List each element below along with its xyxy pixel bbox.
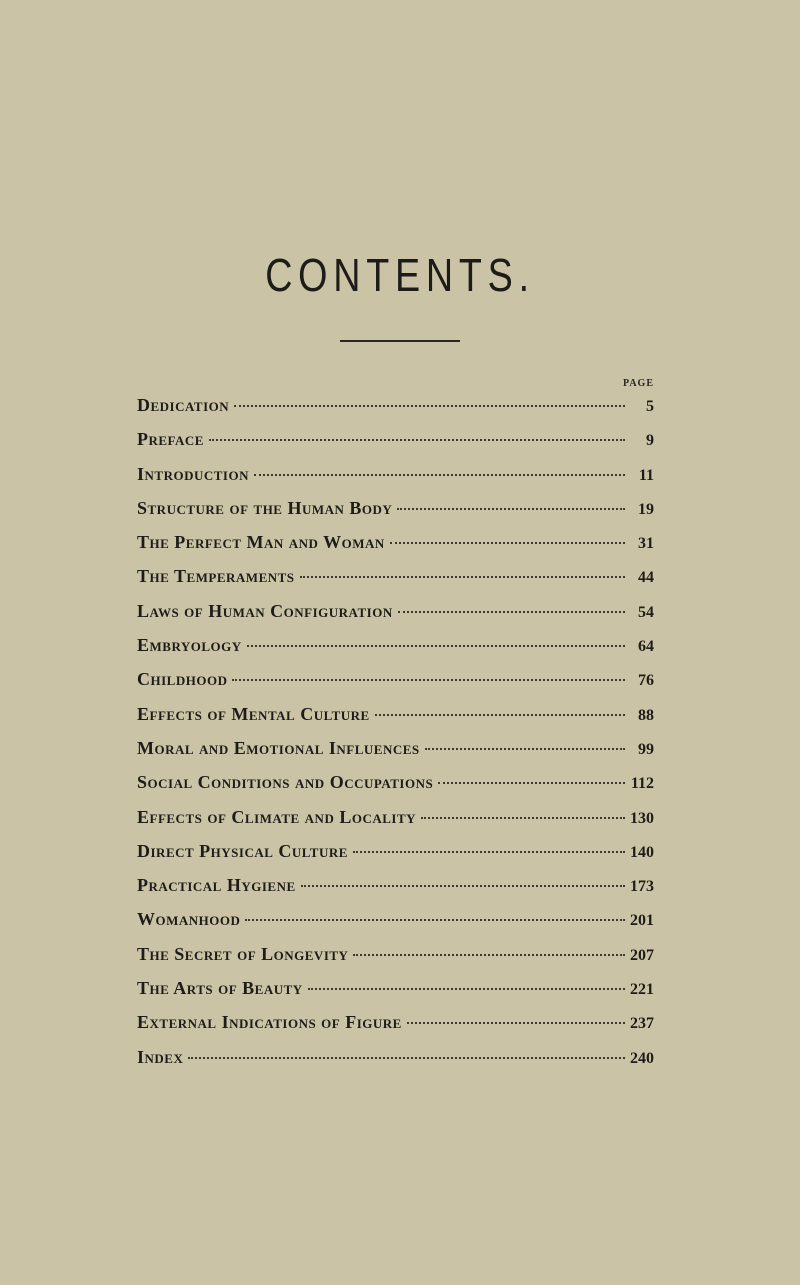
dot-leader xyxy=(188,1057,625,1059)
dot-leader xyxy=(301,885,625,887)
toc-entry-page: 130 xyxy=(630,809,654,827)
toc-entry-page: 88 xyxy=(638,706,654,724)
toc-entry-page: 207 xyxy=(630,946,654,964)
toc-entry-page: 76 xyxy=(638,672,654,690)
toc-entry xyxy=(137,704,654,738)
dot-leader xyxy=(397,508,625,510)
toc-entry-title: Practical Hygiene xyxy=(137,875,296,896)
toc-entry xyxy=(137,669,654,703)
toc-entry-page: 9 xyxy=(646,432,654,450)
toc-entry-page: 31 xyxy=(638,535,654,553)
toc-entry-title: Laws of Human Configuration xyxy=(137,600,393,621)
toc-entry-page: 140 xyxy=(630,843,654,861)
page-title: CONTENTS. xyxy=(265,249,535,301)
toc-entry-title: The Temperaments xyxy=(137,566,295,587)
toc-entry-title: Childhood xyxy=(137,669,228,690)
toc-entry-page: 19 xyxy=(638,500,654,518)
toc-entry xyxy=(137,1047,654,1081)
dot-leader xyxy=(398,611,625,613)
toc-entry-page: 112 xyxy=(630,775,654,793)
toc-entry-page: 237 xyxy=(630,1015,654,1033)
dot-leader xyxy=(308,988,625,990)
toc-entry xyxy=(137,1012,654,1046)
toc-entry-title: Introduction xyxy=(137,463,249,484)
dot-leader xyxy=(247,645,625,647)
toc-entry xyxy=(137,635,654,669)
toc-entry-title: Dedication xyxy=(137,395,230,415)
dot-leader xyxy=(390,542,625,544)
toc-entry-page: 221 xyxy=(630,981,654,999)
dot-leader xyxy=(254,474,625,476)
toc-entry xyxy=(137,498,654,532)
dot-leader xyxy=(232,679,625,681)
toc-entry xyxy=(137,566,654,600)
toc-entry-title: Index xyxy=(137,1046,184,1067)
toc-entry xyxy=(137,601,654,635)
toc-entry-title: Direct Physical Culture xyxy=(137,840,348,861)
toc-entry-page: 240 xyxy=(630,1049,654,1067)
toc-entry xyxy=(137,875,654,909)
toc-entry-title: Moral and Emotional Influences xyxy=(137,737,420,758)
toc-entry xyxy=(137,738,654,772)
dot-leader xyxy=(353,851,625,853)
toc-entry-page: 44 xyxy=(638,569,654,587)
toc-entry-title: The Secret of Longevity xyxy=(137,943,349,964)
toc-entry xyxy=(137,429,654,463)
toc-entry xyxy=(137,772,654,806)
toc-entry-title: Effects of Mental Culture xyxy=(137,703,370,724)
toc-entry-title: Preface xyxy=(137,429,204,450)
toc-entry-page: 64 xyxy=(638,638,654,656)
toc-entry-page: 11 xyxy=(638,466,654,484)
table-of-contents xyxy=(137,395,654,1081)
toc-entry xyxy=(137,909,654,943)
toc-entry-page: 5 xyxy=(646,398,654,415)
toc-entry xyxy=(137,395,654,429)
dot-leader xyxy=(234,405,625,407)
toc-entry-title: Womanhood xyxy=(137,909,241,930)
dot-leader xyxy=(421,817,625,819)
toc-entry-title: Social Conditions and Occupations xyxy=(137,772,434,793)
page-column-label: PAGE xyxy=(622,378,654,389)
dot-leader xyxy=(300,576,625,578)
toc-entry-title: External Indications of Figure xyxy=(137,1012,402,1033)
toc-entry xyxy=(137,807,654,841)
dot-leader xyxy=(245,919,625,921)
toc-entry xyxy=(137,978,654,1012)
dot-leader xyxy=(209,439,625,441)
toc-entry-title: Structure of the Human Body xyxy=(137,497,393,518)
toc-entry-title: The Perfect Man and Woman xyxy=(137,532,385,553)
toc-entry-page: 99 xyxy=(638,740,654,758)
toc-entry xyxy=(137,944,654,978)
toc-entry-page: 201 xyxy=(630,912,654,930)
toc-entry-page: 173 xyxy=(630,878,654,896)
toc-entry-title: The Arts of Beauty xyxy=(137,978,303,999)
toc-entry-title: Effects of Climate and Locality xyxy=(137,806,417,827)
toc-entry-page: 54 xyxy=(638,603,654,621)
dot-leader xyxy=(353,954,625,956)
toc-entry xyxy=(137,532,654,566)
dot-leader xyxy=(425,748,625,750)
toc-entry-title: Embryology xyxy=(137,635,242,656)
dot-leader xyxy=(375,714,625,716)
toc-entry xyxy=(137,464,654,498)
dot-leader xyxy=(438,782,625,784)
toc-entry xyxy=(137,841,654,875)
dot-leader xyxy=(407,1022,625,1024)
title-divider xyxy=(340,340,460,342)
